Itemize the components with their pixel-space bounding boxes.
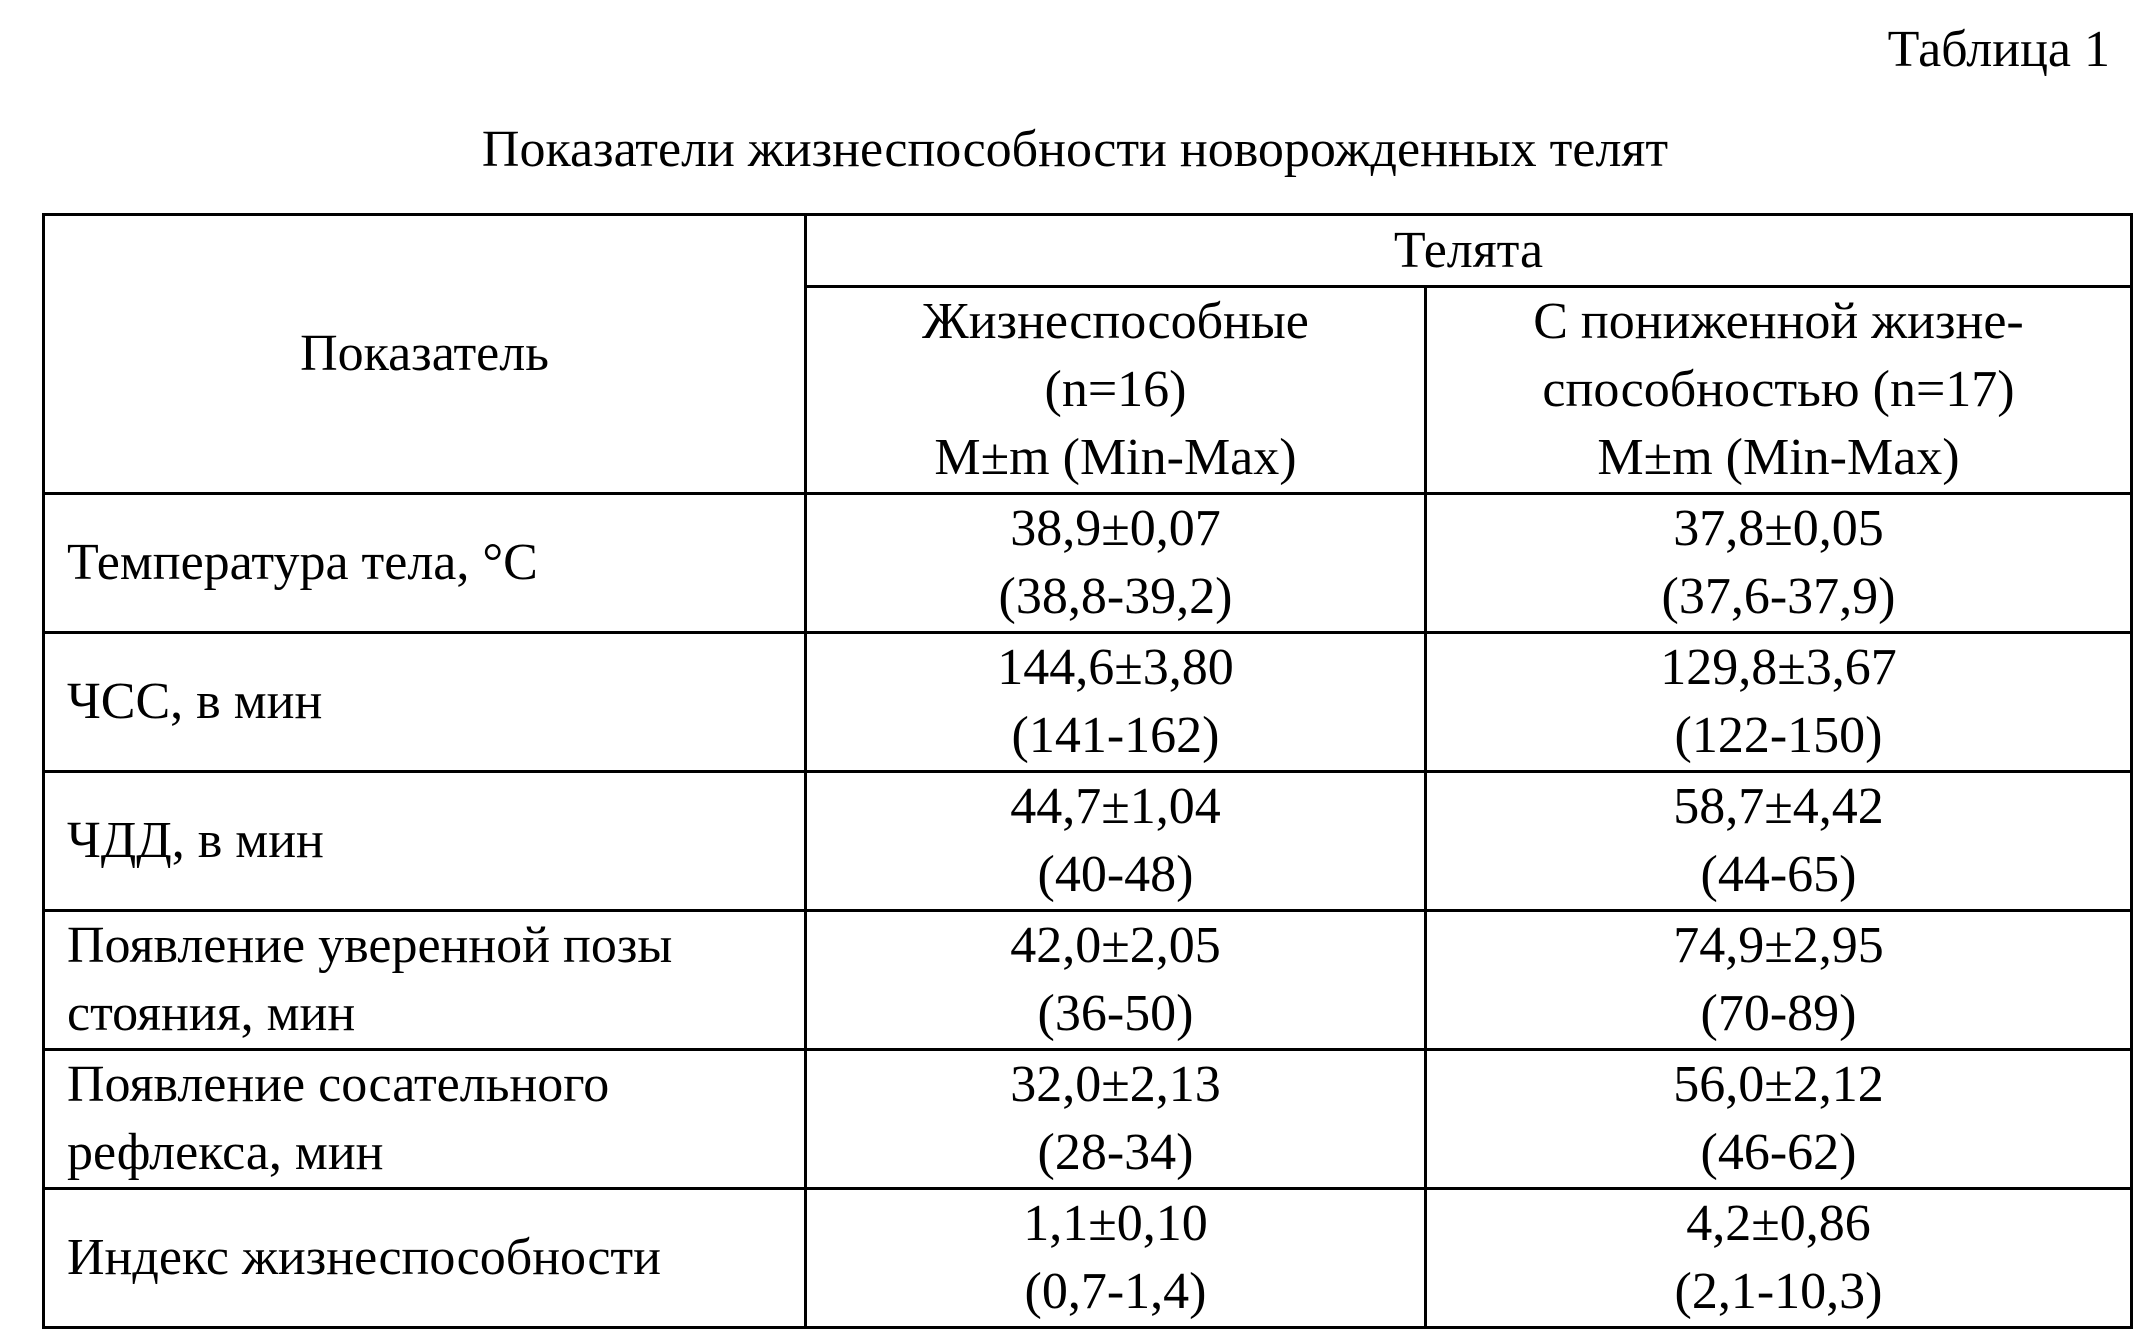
row-label-line: ЧДД, в мин	[67, 812, 324, 869]
value-mean: 144,6±3,80	[997, 639, 1234, 696]
table-row	[44, 633, 2132, 772]
value-range: (38,8-39,2)	[998, 568, 1233, 625]
value-viable	[806, 633, 1426, 772]
row-label-line: Температура тела, °С	[67, 534, 538, 591]
header-viable-line: M±m (Min-Max)	[934, 429, 1297, 486]
row-label	[44, 494, 806, 633]
row-label-line: Появление сосательного	[67, 1056, 610, 1113]
value-mean: 56,0±2,12	[1673, 1056, 1884, 1113]
value-range: (122-150)	[1674, 707, 1883, 764]
value-mean: 129,8±3,67	[1660, 639, 1897, 696]
row-label	[44, 1050, 806, 1189]
value-range: (0,7-1,4)	[1024, 1263, 1207, 1320]
header-viable-line: (n=16)	[1044, 361, 1187, 418]
header-viable-line: Жизнеспособные	[922, 293, 1309, 350]
value-range: (28-34)	[1037, 1124, 1194, 1181]
value-reduced	[1426, 1189, 2132, 1328]
data-table	[42, 213, 2133, 1329]
value-range: (36-50)	[1037, 985, 1194, 1042]
value-viable	[806, 1050, 1426, 1189]
row-label-line: Индекс жизнеспособности	[67, 1229, 661, 1286]
value-reduced	[1426, 1050, 2132, 1189]
value-range: (37,6-37,9)	[1661, 568, 1896, 625]
value-mean: 32,0±2,13	[1010, 1056, 1221, 1113]
value-viable	[806, 494, 1426, 633]
header-reduced-viability	[1426, 287, 2132, 494]
header-viable	[806, 287, 1426, 494]
value-mean: 58,7±4,42	[1673, 778, 1884, 835]
value-reduced	[1426, 633, 2132, 772]
header-reduced-line: С пониженной жизне-	[1533, 293, 2024, 350]
row-label	[44, 633, 806, 772]
value-range: (40-48)	[1037, 846, 1194, 903]
row-label	[44, 911, 806, 1050]
value-mean: 1,1±0,10	[1023, 1195, 1208, 1252]
value-viable	[806, 911, 1426, 1050]
value-mean: 37,8±0,05	[1673, 500, 1884, 557]
row-label	[44, 772, 806, 911]
value-reduced	[1426, 494, 2132, 633]
value-reduced	[1426, 772, 2132, 911]
table-title: Показатели жизнеспособности новорожденных телят	[481, 121, 1669, 178]
table-row	[44, 772, 2132, 911]
value-mean: 4,2±0,86	[1686, 1195, 1871, 1252]
table-number: Таблица 1	[1887, 21, 2110, 78]
value-range: (46-62)	[1700, 1124, 1857, 1181]
row-label-line: стояния, мин	[67, 985, 356, 1042]
value-mean: 74,9±2,95	[1673, 917, 1884, 974]
header-group-calves: Телята	[806, 215, 2132, 287]
value-viable	[806, 772, 1426, 911]
value-mean: 44,7±1,04	[1010, 778, 1221, 835]
value-range: (70-89)	[1700, 985, 1857, 1042]
row-label-line: рефлекса, мин	[67, 1124, 384, 1181]
header-reduced-line: способностью (n=17)	[1542, 361, 2015, 418]
header-indicator: Показатель	[44, 215, 806, 494]
table-row	[44, 1189, 2132, 1328]
table-row	[44, 911, 2132, 1050]
value-reduced	[1426, 911, 2132, 1050]
row-label-line: Появление уверенной позы	[67, 917, 673, 974]
header-row-top	[44, 215, 2132, 287]
header-reduced-line: M±m (Min-Max)	[1597, 429, 1960, 486]
value-mean: 42,0±2,05	[1010, 917, 1221, 974]
table-row	[44, 494, 2132, 633]
row-label	[44, 1189, 806, 1328]
value-range: (44-65)	[1700, 846, 1857, 903]
value-range: (141-162)	[1011, 707, 1220, 764]
value-range: (2,1-10,3)	[1674, 1263, 1883, 1320]
value-mean: 38,9±0,07	[1010, 500, 1221, 557]
row-label-line: ЧСС, в мин	[67, 673, 323, 730]
table-row	[44, 1050, 2132, 1189]
value-viable	[806, 1189, 1426, 1328]
